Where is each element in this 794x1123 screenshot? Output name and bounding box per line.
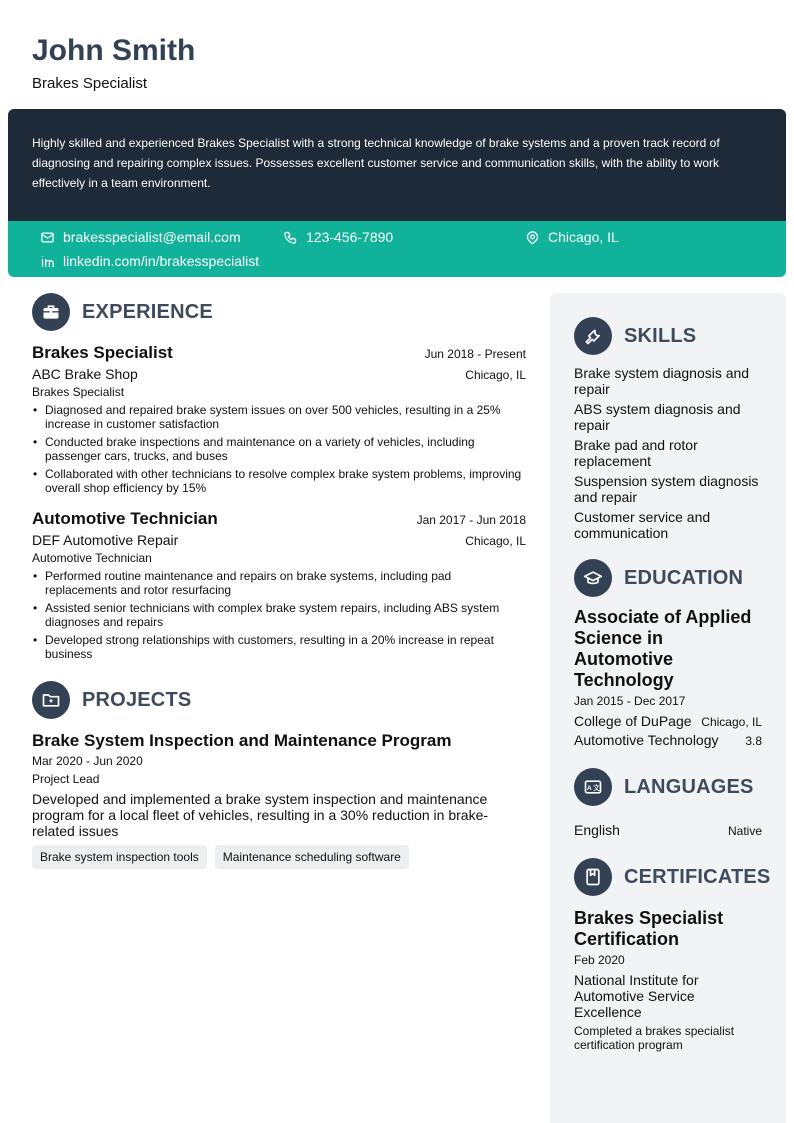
skill-item: Suspension system diagnosis and repair bbox=[574, 473, 759, 505]
skill-item: ABS system diagnosis and repair bbox=[574, 401, 741, 433]
job-title: Automotive Technician bbox=[32, 509, 218, 528]
certificates-header bbox=[574, 858, 771, 896]
job-bullets bbox=[32, 403, 526, 495]
phone-text: 123-456-7890 bbox=[306, 229, 394, 245]
contact-email[interactable] bbox=[40, 229, 241, 245]
job-bullets bbox=[32, 569, 526, 661]
education-location: Chicago, IL bbox=[701, 715, 762, 729]
bullet-item: • Conducted brake inspections and maintenance on a variety of vehicles, including passenger cars, trucks, and buses bbox=[32, 435, 526, 463]
language-level: Native bbox=[727, 824, 762, 838]
phone-icon bbox=[283, 230, 298, 245]
bullet-item: • Collaborated with other technicians to resolve complex brake system problems, improving overall shop efficiency by 15% bbox=[32, 467, 526, 495]
svg-text:文: 文 bbox=[593, 784, 600, 792]
skills-list bbox=[574, 365, 762, 541]
linkedin-icon bbox=[40, 254, 55, 269]
translate-icon bbox=[574, 768, 612, 806]
education-school: College of DuPage bbox=[574, 713, 692, 729]
job-location: Chicago, IL bbox=[465, 368, 526, 382]
map-pin-icon bbox=[525, 230, 540, 245]
projects-header bbox=[32, 681, 526, 719]
project-date: Mar 2020 - Jun 2020 bbox=[32, 754, 143, 768]
certificate-description: Completed a brakes specialist certification program bbox=[574, 1024, 735, 1052]
email-icon bbox=[40, 230, 55, 245]
bookmark-icon bbox=[574, 858, 612, 896]
wrench-icon bbox=[574, 317, 612, 355]
summary-text: Highly skilled and experienced Brakes Specialist with a strong technical knowledge of brake systems and a proven track record of diagnosing and repairing complex issues. Possesses excellent customer service and communication skills, with the ability to work effectively in a team environment. bbox=[32, 136, 720, 190]
project-tags bbox=[32, 845, 526, 869]
candidate-title: Brakes Specialist bbox=[32, 75, 148, 92]
skills-header bbox=[574, 317, 762, 355]
project-entry bbox=[32, 731, 526, 869]
job-entry bbox=[32, 343, 526, 495]
bullet-item: • Developed strong relationships with customers, resulting in a 20% increase in repeat business bbox=[32, 633, 526, 661]
location-text: Chicago, IL bbox=[548, 229, 619, 245]
project-role: Project Lead bbox=[32, 772, 100, 786]
job-role: Brakes Specialist bbox=[32, 385, 125, 399]
experience-title: EXPERIENCE bbox=[82, 300, 213, 323]
summary-section bbox=[8, 109, 786, 221]
job-location: Chicago, IL bbox=[465, 534, 526, 548]
languages-header bbox=[574, 768, 762, 806]
certificate-entry bbox=[574, 908, 762, 1052]
education-date: Jan 2015 - Dec 2017 bbox=[574, 694, 686, 708]
project-tag: Maintenance scheduling software bbox=[215, 845, 409, 869]
language-name: English bbox=[574, 822, 620, 838]
contact-phone[interactable] bbox=[283, 229, 393, 245]
skill-item: Brake system diagnosis and repair bbox=[574, 365, 750, 397]
bullet-item: • Performed routine maintenance and repairs on brake systems, including pad replacements and rotor resurfacing bbox=[32, 569, 526, 597]
experience-header bbox=[32, 293, 526, 331]
resume-header bbox=[32, 34, 195, 92]
candidate-name: John Smith bbox=[32, 34, 196, 67]
bullet-item: • Assisted senior technicians with complex brake system repairs, including ABS system diagnoses and repairs bbox=[32, 601, 526, 629]
project-tag: Brake system inspection tools bbox=[32, 845, 207, 869]
skill-item: Brake pad and rotor replacement bbox=[574, 437, 698, 469]
linkedin-text: linkedin.com/in/brakesspecialist bbox=[63, 253, 260, 269]
certificate-name: Brakes Specialist Certification bbox=[574, 908, 724, 949]
education-degree: Associate of Applied Science in Automotive Technology bbox=[574, 607, 752, 690]
project-description: Developed and implemented a brake system inspection and maintenance program for a local fleet of vehicles, resulting in a 30% reduction in brake-related issues bbox=[32, 791, 489, 839]
job-date: Jan 2017 - Jun 2018 bbox=[416, 513, 526, 527]
job-title: Brakes Specialist bbox=[32, 343, 173, 362]
certificate-date: Feb 2020 bbox=[574, 953, 625, 967]
job-company: ABC Brake Shop bbox=[32, 366, 138, 382]
job-company: DEF Automotive Repair bbox=[32, 532, 179, 548]
contact-linkedin[interactable] bbox=[40, 253, 259, 269]
sidebar-column bbox=[550, 293, 786, 1123]
skills-title: SKILLS bbox=[624, 324, 697, 347]
education-field: Automotive Technology bbox=[574, 732, 719, 748]
project-title: Brake System Inspection and Maintenance Program bbox=[32, 731, 452, 750]
job-date: Jun 2018 - Present bbox=[424, 347, 526, 361]
language-item bbox=[574, 822, 762, 838]
certificate-issuer: National Institute for Automotive Service Excellence bbox=[574, 972, 699, 1020]
main-column bbox=[32, 293, 526, 869]
contact-bar bbox=[8, 221, 786, 277]
graduation-cap-icon bbox=[574, 559, 612, 597]
briefcase-icon bbox=[32, 293, 70, 331]
projects-title: PROJECTS bbox=[82, 688, 192, 711]
education-entry bbox=[574, 607, 762, 748]
email-text: brakesspecialist@email.com bbox=[63, 229, 241, 245]
job-entry bbox=[32, 509, 526, 661]
education-gpa: 3.8 bbox=[745, 734, 762, 748]
certificates-title: CERTIFICATES bbox=[624, 865, 771, 888]
education-header bbox=[574, 559, 762, 597]
job-role: Automotive Technician bbox=[32, 551, 152, 565]
bullet-item: • Diagnosed and repaired brake system issues on over 500 vehicles, resulting in a 25% increase in customer satisfaction bbox=[32, 403, 526, 431]
languages-title: LANGUAGES bbox=[624, 775, 754, 798]
svg-text:A: A bbox=[586, 784, 592, 792]
education-title: EDUCATION bbox=[624, 566, 744, 589]
skill-item: Customer service and communication bbox=[574, 509, 711, 541]
folder-icon bbox=[32, 681, 70, 719]
contact-location bbox=[525, 229, 619, 245]
